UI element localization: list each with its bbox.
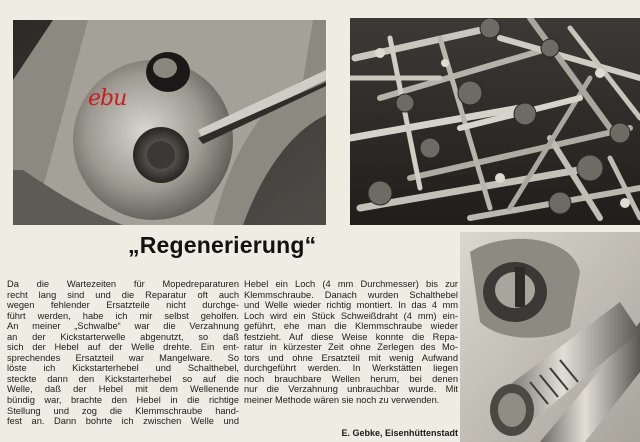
photo-shaft-with-lever bbox=[460, 232, 640, 442]
article-line: an der Kickstarterwelle abgenutzt, so daß bbox=[7, 331, 239, 342]
article-line: meiner Methode wären sie noch zu verwenden. bbox=[244, 395, 440, 406]
article-line: geführt, ehe man die Klemmschraube wieder bbox=[244, 321, 458, 332]
article-line: recht lang sind und die Reparatur oft auch bbox=[7, 289, 239, 300]
article-line: führt werden, habe ich mir selbst geholfen. bbox=[7, 310, 239, 321]
article-column-right bbox=[244, 279, 458, 406]
article-line: Klemmschraube. Danach wurden Schalthebel bbox=[244, 289, 458, 300]
article-line: und Welle wieder richtig montiert. In das 4 mm bbox=[244, 300, 458, 311]
article-line: Welle, daß der Hebel mit dem Wellenende bbox=[7, 384, 239, 395]
article-line: An meiner „Schwalbe“ war die Verzahnung bbox=[7, 321, 239, 332]
article-line: fest an. Dann bohrte ich zwischen Welle und bbox=[7, 416, 239, 427]
article-headline: „Regenerierung“ bbox=[128, 232, 317, 258]
article-line: nur die Verzahnung unbrauchbar wurde. Mit bbox=[244, 384, 458, 395]
article-line: festzieht. Auf diese Weise konnte die Repa- bbox=[244, 331, 458, 342]
article-line: Da die Wartezeiten für Mopedreparaturen bbox=[7, 279, 239, 289]
article-line: sich der Hebel auf der Welle drehte. Ein ent- bbox=[7, 342, 239, 353]
article-line: tors und ohne Ersatzteil mit wenig Aufwand bbox=[244, 352, 458, 363]
article-line: ratur in kürzester Zeit ohne Zerlegen des Mo- bbox=[244, 342, 458, 353]
article-line: noch brauchbare Wellen herum, bei denen bbox=[244, 373, 458, 384]
photo-spare-shafts-pile bbox=[350, 18, 640, 225]
article-line: durchgeführt werden. In Werkstätten liegen bbox=[244, 363, 458, 374]
article-line: Stellung und zog die Klemmschraube hand- bbox=[7, 405, 239, 416]
article-line: Hebel ein Loch (4 mm Durchmesser) bis zur bbox=[244, 279, 458, 289]
article-line: bündig war, brachte den Hebel in die richtige bbox=[7, 395, 239, 406]
article-line: wegen fehlender Ersatzteile nicht durchge- bbox=[7, 300, 239, 311]
article-column-left bbox=[7, 279, 239, 427]
article-line: löste ich Kickstarterhebel und Schalthebel, bbox=[7, 363, 239, 374]
article-line: Loch wird ein Stück Schweißdraht (4 mm) ein- bbox=[244, 310, 458, 321]
photo-kickstarter-lever bbox=[13, 20, 326, 225]
article-line: sprechendes Ersatzteil war Mangelware. So bbox=[7, 352, 239, 363]
author-byline: E. Gebke, Eisenhüttenstadt bbox=[341, 428, 458, 438]
article-line: steckte dann den Kickstarterhebel so auf die bbox=[7, 373, 239, 384]
watermark-ebu: ebu bbox=[88, 86, 127, 111]
